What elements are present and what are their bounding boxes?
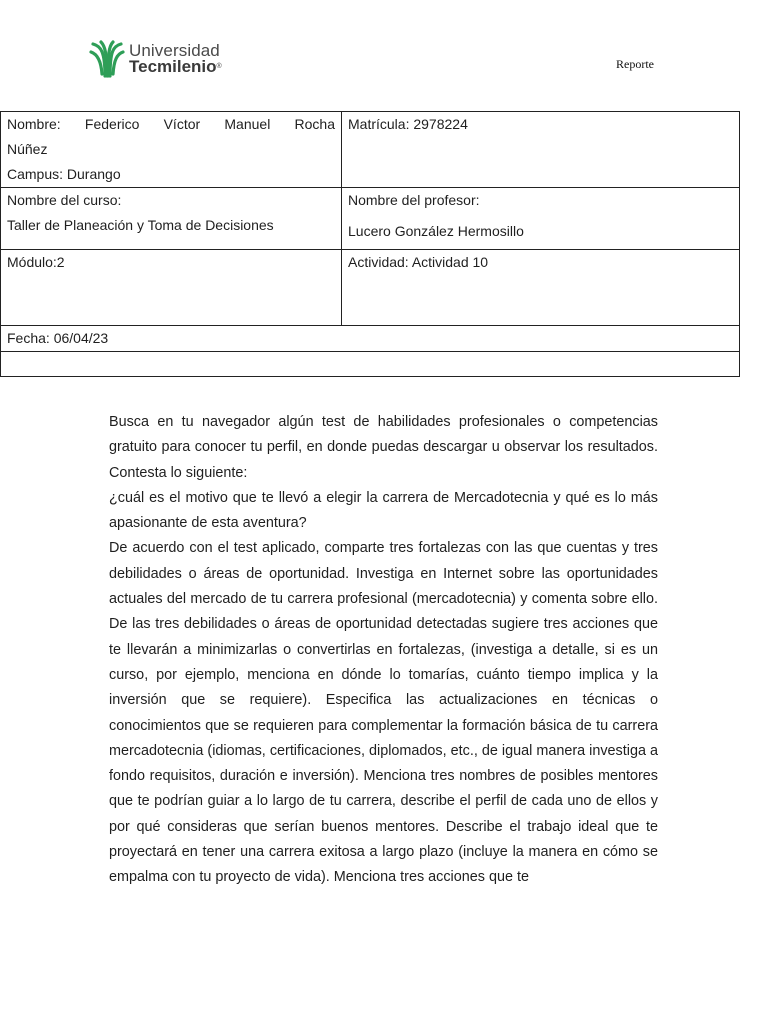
table-row [1,326,740,352]
course-cell [1,188,342,250]
empty-row [1,352,740,377]
professor-label: Nombre del profesor: [348,192,480,208]
instructions-body [109,410,658,891]
paragraph-intro: Busca en tu navegador algún test de habilidades profesionales o competencias gratuito para conocer tu perfil, en donde puedas descargar u observar los resultados. Contesta lo siguiente: [109,414,658,481]
student-cell [1,112,342,188]
tecmilenio-leaf-icon [89,40,125,78]
university-logo [89,40,222,78]
course-label: Nombre del curso: [7,192,122,208]
table-row [1,250,740,326]
course-name: Taller de Planeación y Toma de Decisiones [7,217,274,233]
logo-brand-text: Tecmilenio® [129,57,222,76]
activity: Actividad: Actividad 10 [342,250,740,326]
student-name-continued: Núñez [7,141,48,157]
module: Módulo:2 [1,250,342,326]
date: Fecha: 06/04/23 [1,326,740,352]
paragraph-question: ¿cuál es el motivo que te llevó a elegir la carrera de Mercadotecnia y qué es lo más apasionante de esta aventura? [109,489,658,532]
table-row [1,352,740,377]
logo-university-text: Universidad [129,41,220,60]
professor-cell [342,188,740,250]
paragraph-instructions: De acuerdo con el test aplicado, comparte tres fortalezas con las que cuentas y tres debilidades o áreas de oportunidad. Investiga en Internet sobre las oportunidades actuales del mercado de tu carrera profesional (mercadotecnia) y comenta sobre ello. De las tres debilidades o áreas de oportunidad detectadas sugiere tres acciones que te llevarán a minimizarlas o convertirlas en fortalezas, (investiga a detalle, si es un curso, por ejemplo, menciona en dónde lo tomarías, cuánto tiempo implica y la inversión que se requiere). Especifica las actualizaciones en técnicas o conocimientos que se requieren para complementar la formación básica de tu carrera mercadotecnia (idiomas, certificaciones, diplomados, etc., de igual manera investiga a fondo requisitos, duración e inversión). Menciona tres nombres de posibles mentores que te podrían guiar a lo largo de tu carrera, describe el perfil de cada uno de ellos y por qué consideras que serían buenos mentores. Describe el trabajo ideal que te proyectará en tener una carrera exitosa a largo plazo (incluye la manera en cómo se empalma con tu proyecto de vida). Menciona tres acciones que te [109,540,658,886]
table-row [1,112,740,188]
matricula: Matrícula: 2978224 [342,112,740,188]
professor-name: Lucero González Hermosillo [348,223,524,239]
student-name: Nombre: Federico Víctor Manuel Rocha [7,116,335,132]
table-row [1,188,740,250]
student-info-table [0,111,740,377]
report-label: Reporte [616,57,654,71]
campus: Campus: Durango [7,166,121,182]
